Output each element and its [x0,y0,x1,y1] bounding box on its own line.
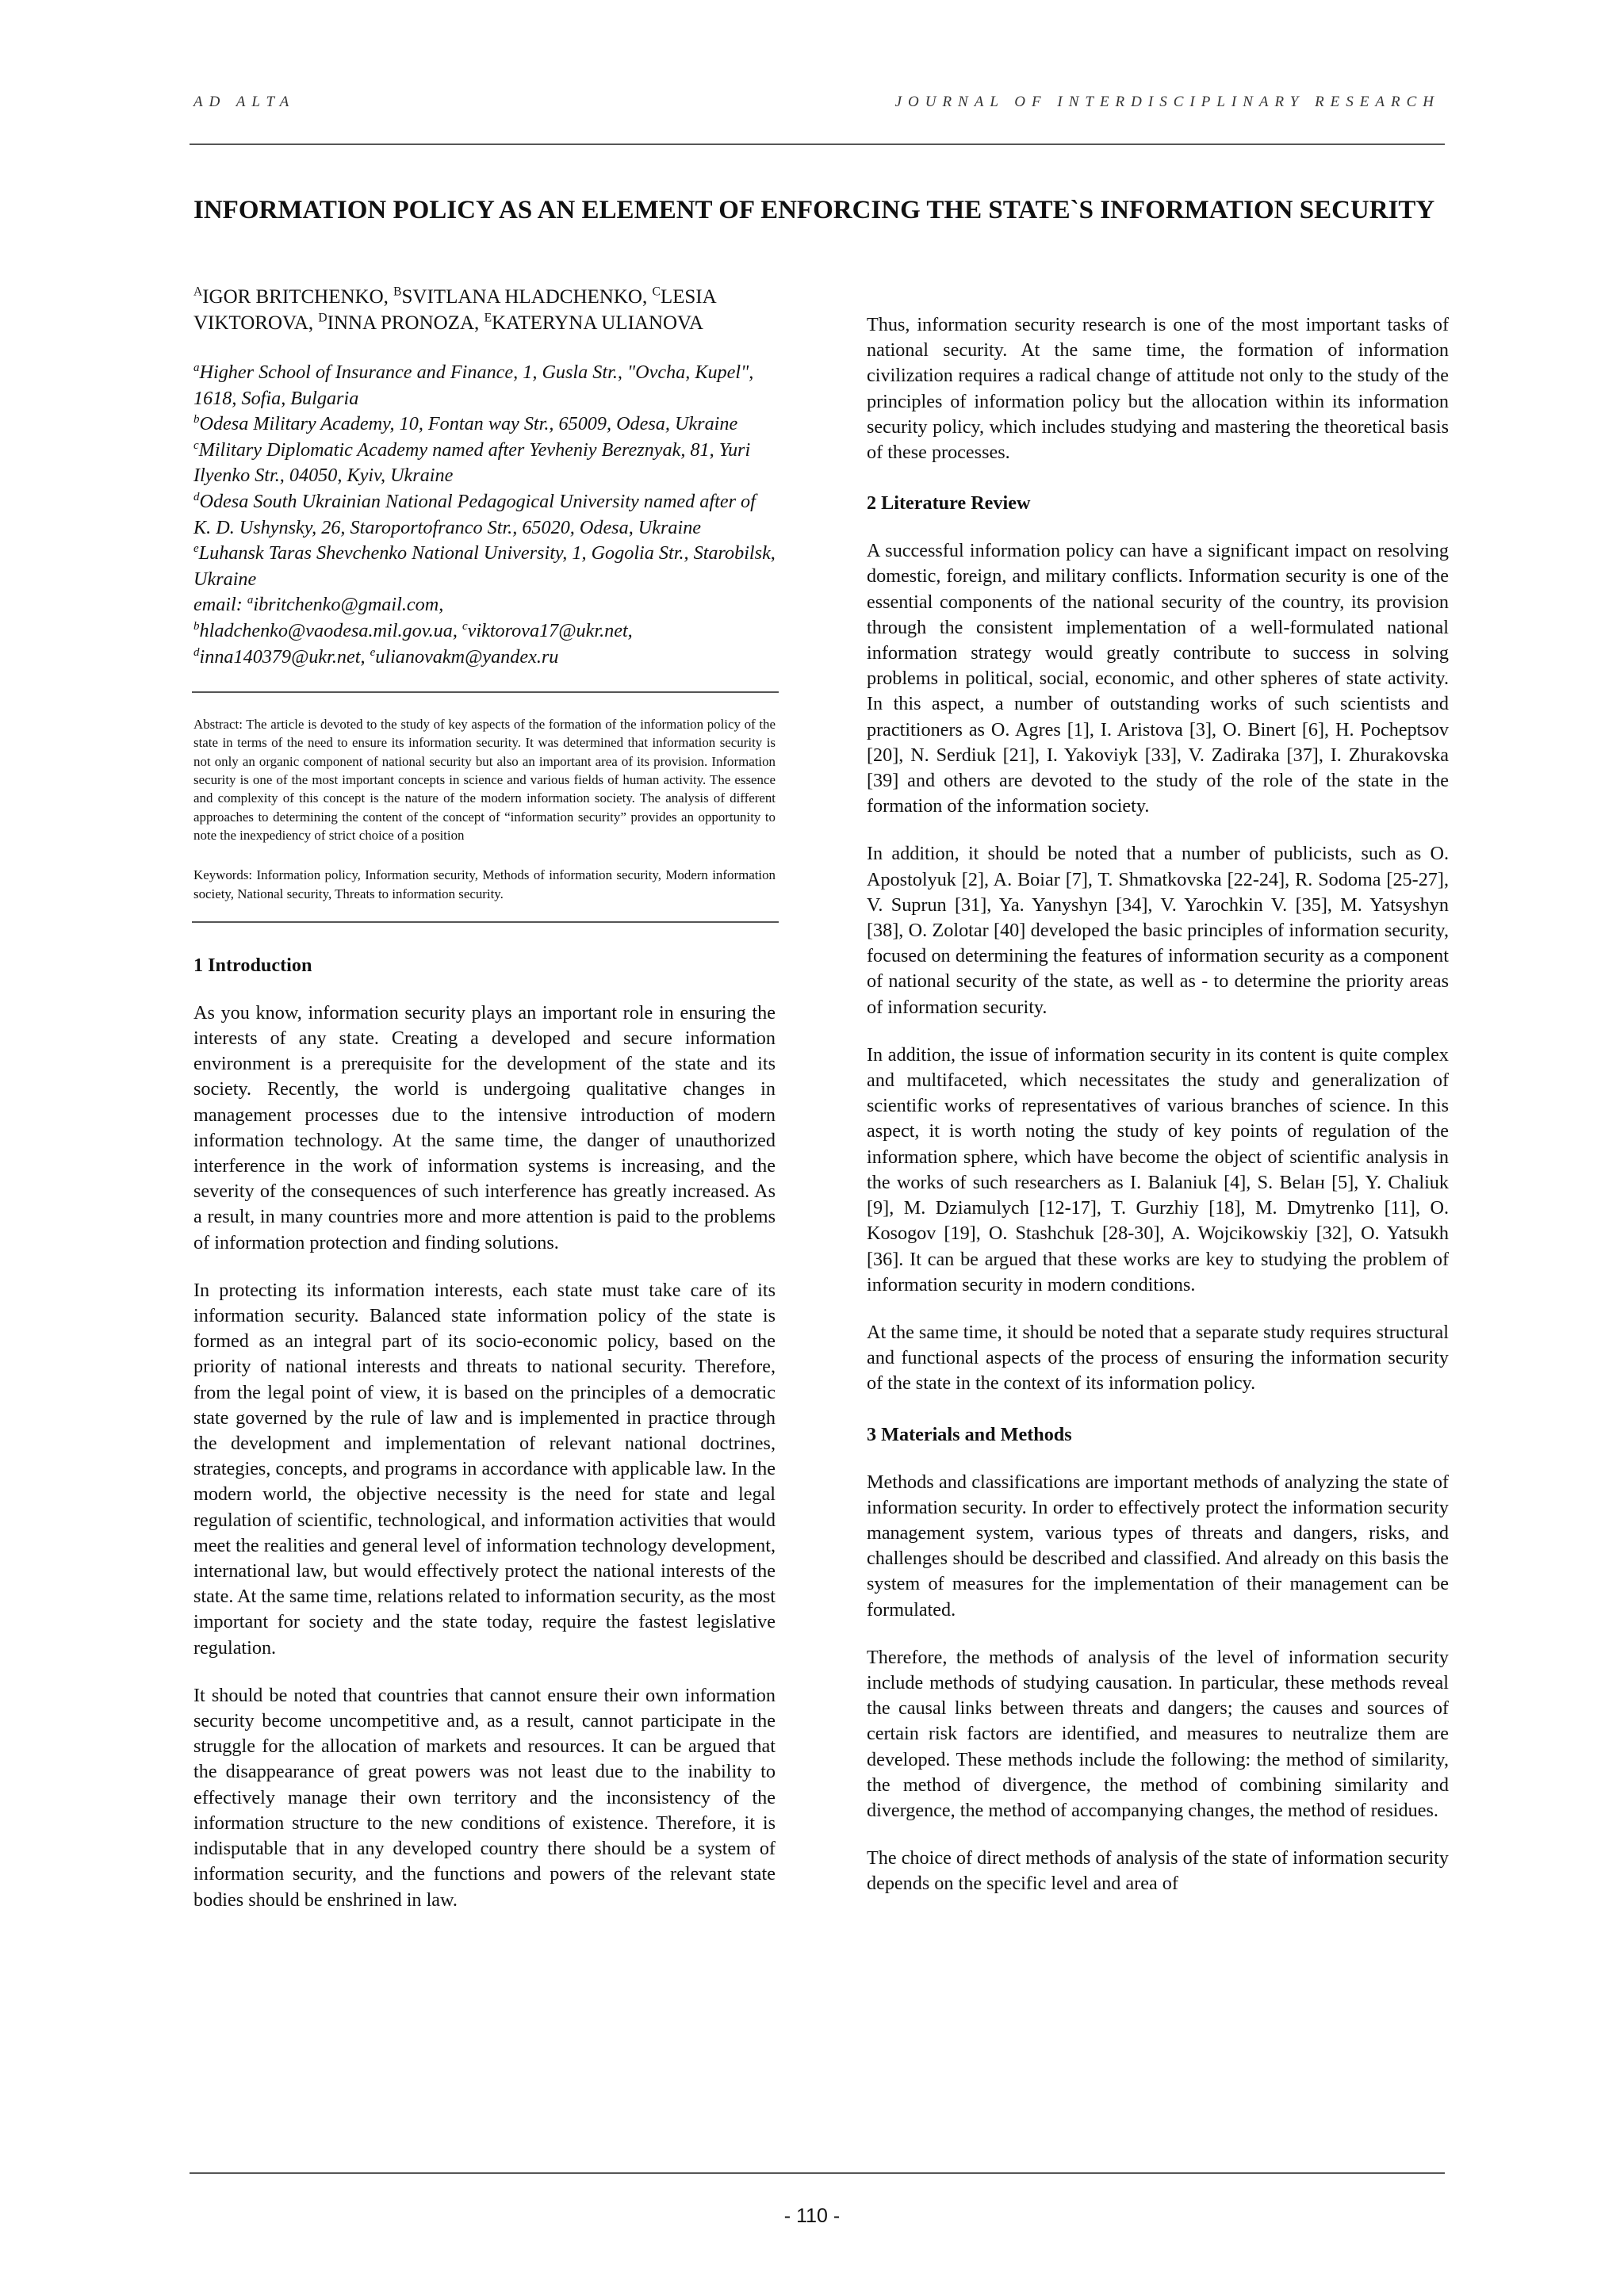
affiliations [193,360,776,670]
affiliation-marker: e [193,542,199,556]
abstract: Abstract: The article is devoted to the study of key aspects of the formation of the information policy of the state in terms of the need to ensure its information security. It was determined that information security is not only an organic component of national security but also an important area of its provision. Information security is one of the most important concepts in science and various fields of human activity. The essence and complexity of this concept is the nature of the modern information society. The analysis of different approaches to determining the content of the concept of “information security” provides an opportunity to note the inexpediency of strict choice of a position [193,717,776,843]
affiliation-item [193,489,776,541]
paragraph: The choice of direct methods of analysis of the state of information security depends on the specific level and area of [867,1847,1449,1895]
email-link[interactable]: ibritchenko@gmail.com, [253,594,444,616]
paragraph: It should be noted that countries that cannot ensure their own information security become uncompetitive and, as a result, cannot participate in the struggle for the allocation of markets and resources. It can be argued that the disappearance of great powers was not least due to the inability to effectively manage their own territory and the inconsistency of the information structure to the new conditions of existence. Therefore, it is indisputable that in any developed country there should be a system of information security, and the functions and powers of the relevant state bodies should be enshrined in law. [193,1684,776,1911]
affiliation-text: Odesa South Ukrainian National Pedagogical University named after of K. D. Ushynsky, 26, Staroportofranco Str., 65020, Odesa, Ukraine [193,490,756,538]
email-marker: e [370,645,376,659]
affiliation-text: Luhansk Taras Shevchenko National University, 1, Gogolia Str., Starobilsk, Ukraine [193,542,776,590]
affiliation-marker: c [193,438,199,452]
section-heading-literature-review: 2 Literature Review [867,492,1031,515]
affiliation-item [193,411,776,438]
right-column [867,312,1449,1897]
left-column [193,284,776,1913]
author-marker: D [318,311,327,325]
email-link[interactable]: viktorova17@ukr.net, [467,619,633,641]
paragraph: Methods and classifications are important methods of analyzing the state of information security. In order to effectively protect the information security management system, various types of threats and dangers, risks, and challenges should be described and classified. And already on this basis the system of measures for the implementation of their management can be formulated. [867,1471,1449,1621]
email-label: email: [193,594,247,616]
affiliation-text: Higher School of Insurance and Finance, 1, Gusla Str., "Ovcha, Kupel", 1618, Sofia, Bulgaria [193,362,754,409]
affiliation-item [193,360,776,411]
affiliation-text: Odesa Military Academy, 10, Fontan way Str., 65009, Odesa, Ukraine [199,413,738,435]
footer-divider [190,2172,1445,2174]
paragraph: A successful information policy can have a significant impact on resolving domestic, foreign, and military conflicts. Information security is one of the essential components of the national security of the country, its provision through the consistent implementation of a well-formulated national information strategy would greatly contribute to success in solving problems in political, social, economic, and other spheres of state activity. In this aspect, a number of outstanding works of such scientists and practitioners as O. Agres [1], I. Aristova [3], O. Binert [6], H. Pocheptsov [20], N. Serdiuk [21], I. Yakoviyk [33], V. Zadiraka [37], I. Zhurakovska [39] and others are devoted to the study of the role of the state in the formation of the information society. [867,540,1449,817]
author-marker: E [484,311,492,325]
journal-name-right: JOURNAL OF INTERDISCIPLINARY RESEARCH [894,94,1440,110]
paragraph: In protecting its information interests, each state must take care of its information security. Balanced state information policy of the state is formed as an integral part of its socio-economic policy, based on the priority of national interests and threats to national security. Therefore, from the legal point of view, it is based on the principles of a democratic state governed by the rule of law and is implemented in practice through the development and implementation of relevant national doctrines, strategies, concepts, and programs in accordance with applicable law. In the modern world, the objective necessity is the need for state and legal regulation of scientific, technological, and information activities that would meet the realities and general level of information technology development, international law, but would effectively protect the national interests of the state. At the same time, relations related to information security, as the most important for society and the state today, require the fastest legislative regulation. [193,1279,776,1659]
email-marker: d [193,645,200,659]
email-link[interactable]: hladchenko@vaodesa.mil.gov.ua, [199,619,462,641]
email-marker: b [193,619,200,633]
author-marker: C [652,285,661,299]
header-divider [190,144,1445,145]
paragraph: As you know, information security plays an important role in ensuring the interests of any state. Creating a developed and secure information environment is a prerequisite for the development of the state and its society. Recently, the world is undergoing qualitative changes in management processes due to the intensive introduction of modern information technology. At the same time, the danger of unauthorized interference in the work of information systems is increasing, and the severity of the consequences of such interference has greatly increased. As a result, in many countries more and more attention is paid to the problems of information protection and finding solutions. [193,1001,776,1253]
journal-name-left: AD ALTA [193,94,296,110]
email-link[interactable]: inna140379@ukr.net, [199,645,370,668]
author-name: SVITLANA HLADCHENKO, [401,286,653,308]
paragraph: At the same time, it should be noted that a separate study requires structural and functional aspects of the process of ensuring the information security of the state in the context of its information policy. [867,1321,1449,1395]
section-heading-introduction: 1 Introduction [193,954,312,976]
author-name: LESIA VIKTOROVA, [193,286,716,334]
section-heading-materials-methods: 3 Materials and Methods [867,1423,1072,1445]
email-list [193,592,776,670]
running-head [193,94,1440,117]
author-name: INNA PRONOZA, [327,312,485,334]
email-marker: c [462,619,468,633]
email-link[interactable]: ulianovakm@yandex.ru [375,645,559,668]
author-marker: B [393,285,402,299]
page-number: - 110 - [783,2205,841,2227]
email-marker: a [247,594,254,607]
paragraph: In addition, the issue of information security in its content is quite complex and multifaceted, which necessitates the study and generalization of scientific works of representatives of various branches of science. In this aspect, it is worth noting the study of key points of regulation of the information sphere, which have become the object of scientific analysis in the works of such researchers as I. Balaniuk [4], S. Belaн [5], Y. Chaliuk [9], M. Dziamulych [12-17], T. Gurzhiy [18], M. Dmytrenko [11], O. Kosogov [19], O. Stashchuk [28-30], A. Wojcikowskiy [32], O. Yatsukh [36]. It can be argued that these works are key to studying the problem of information security in modern conditions. [867,1043,1449,1295]
paragraph: Therefore, the methods of analysis of the level of information security include methods of studying causation. In particular, these methods reveal the causal links between threats and dangers; the causes and sources of certain risk factors are identified, and measures to neutralize them are developed. These methods include the following: the method of similarity, the method of divergence, the method of combining similarity and divergence, the method of accompanying changes, the method of residues. [867,1646,1449,1821]
author-name: KATERYNA ULIANOVA [492,312,703,334]
affiliation-item [193,438,776,489]
keywords: Keywords: Information policy, Information security, Methods of information security, Modern information society, National security, Threats to information security. [193,867,776,901]
affiliation-item [193,541,776,592]
affiliation-marker: d [193,490,200,503]
author-marker: A [193,285,203,299]
abstract-top-divider [192,691,779,693]
author-list [193,284,776,336]
paragraph: Thus, information security research is one of the most important tasks of national security. At the same time, the formation of information civilization requires a radical change of attitude not only to the study of the principles of information policy but the allocation within its information security policy, which includes studying and mastering the theoretical basis of these processes. [867,314,1449,464]
affiliation-text: Military Diplomatic Academy named after Yevheniy Bereznyak, 81, Yuri Ilyenko Str., 04050, Kyiv, Ukraine [193,438,751,487]
affiliation-marker: b [193,413,200,427]
author-name: IGOR BRITCHENKO, [202,286,394,308]
paragraph: In addition, it should be noted that a number of publicists, such as O. Apostolyuk [2], A. Boiar [7], T. Shmatkovska [22-24], R. Sodoma [25-27], V. Suprun [31], Ya. Yanyshyn [34], V. Yarochkin V. [35], M. Yatsyshyn [38], O. Zolotar [40] developed the basic principles of information security, focused on determining the features of information security as a component of national security of the state, as well as - to determine the priority areas of information security. [867,843,1449,1018]
abstract-bottom-divider [192,921,779,923]
affiliation-marker: a [193,361,200,374]
article-title: INFORMATION POLICY AS AN ELEMENT OF ENFORCING THE STATE`S INFORMATION SECURITY [193,196,1435,224]
